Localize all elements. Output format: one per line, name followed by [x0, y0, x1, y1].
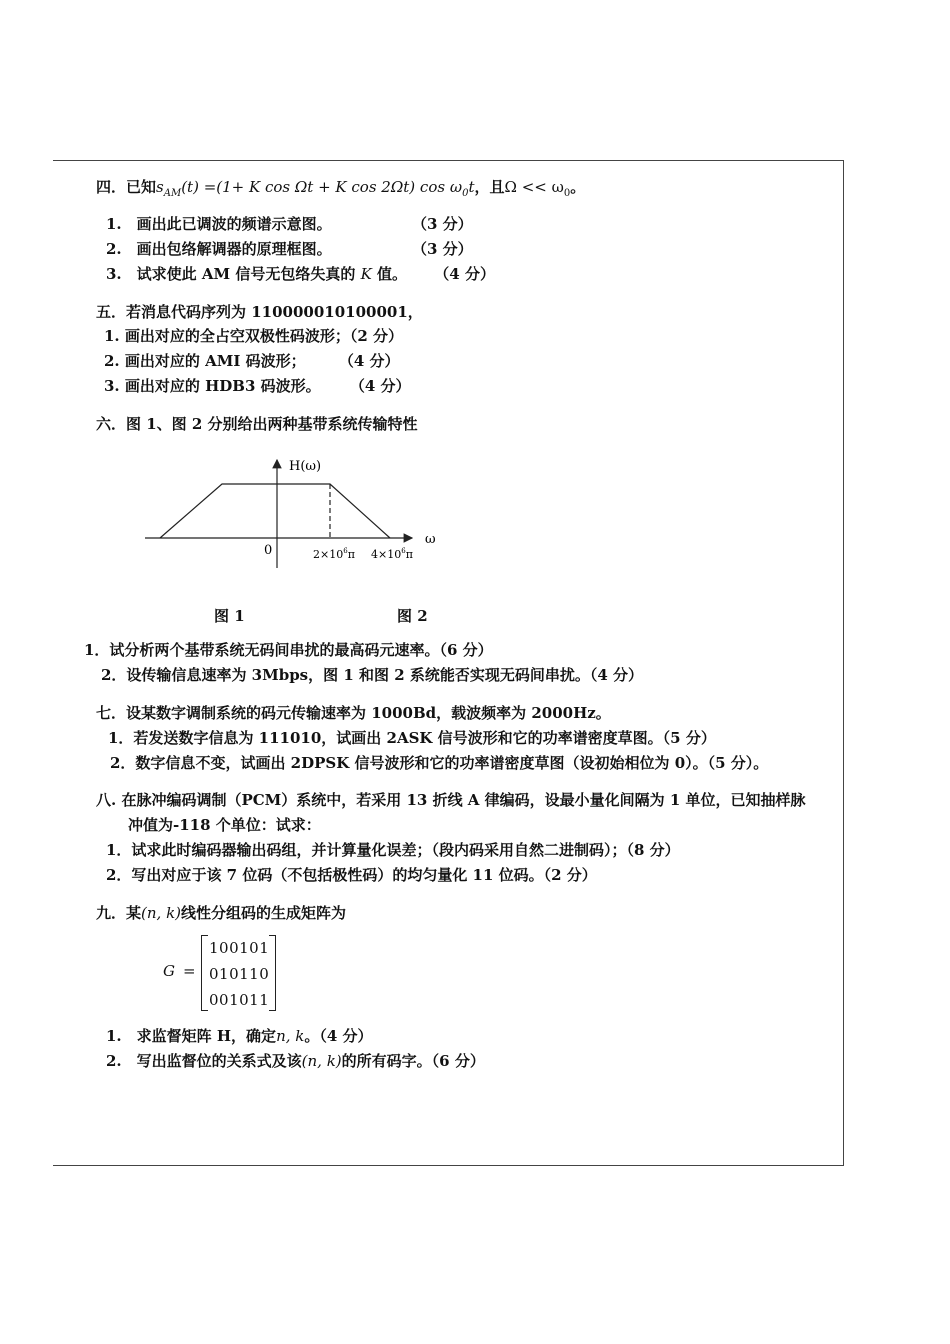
matrix-left-bracket	[201, 935, 208, 1011]
q9-item-1-var: n, k	[276, 1027, 305, 1045]
q8-title: 八. 在脉冲编码调制（PCM）系统中，若采用 13 折线 A 律编码，设最小量化间隔为 1 单位，已知抽样脉	[96, 791, 806, 809]
q5-item-2	[104, 351, 400, 371]
tick-label-2-suffix: π	[405, 548, 413, 561]
q9-item-2-var: (n, k)	[301, 1052, 342, 1070]
q4-formula-lhs: s	[156, 178, 164, 196]
matrix-rows	[209, 935, 269, 1013]
q4-item-3-text-b: 值。	[377, 265, 408, 283]
q9-item-1	[106, 1026, 373, 1046]
matrix-label: G	[163, 962, 175, 980]
q4-item-3-text-a: 3. 试求使此 AM 信号无包络失真的	[106, 265, 356, 283]
matrix-row-1: 100101	[209, 939, 270, 957]
q9-title-var: (n, k)	[141, 904, 182, 922]
q4-prefix: 四．已知	[96, 178, 157, 196]
q4-cond-sub: 0	[563, 188, 571, 199]
frame-top-border	[53, 160, 844, 161]
tick-label-1	[313, 547, 355, 561]
tick-label-2-base: 4×10	[371, 548, 402, 561]
matrix-equals: =	[183, 962, 196, 980]
tick-label-1-base: 2×10	[313, 548, 344, 561]
q8-item-2: 2．写出对应于该 7 位码（不包括极性码）的均匀量化 11 位码。（2 分）	[106, 866, 597, 884]
q9-title	[96, 903, 346, 923]
q5-title: 五．若消息代码序列为 110000010100001，	[96, 303, 423, 321]
q9-item-2-text-b: 的所有码字。（6 分）	[341, 1052, 485, 1070]
tick-label-1-suffix: π	[347, 548, 355, 561]
frame-right-border	[843, 160, 844, 1166]
q5-item-3-text: 3. 画出对应的 HDB3 码波形。	[104, 377, 321, 395]
q5-item-2-score: （4 分）	[338, 352, 400, 370]
q4-cond-suffix: 。	[570, 178, 586, 196]
q4-item-1-score: （3 分）	[412, 215, 473, 233]
q5-item-1: 1. 画出对应的全占空双极性码波形；（2 分）	[104, 327, 404, 345]
q9-item-2	[106, 1051, 485, 1071]
q9-item-1-text-b: 。（4 分）	[304, 1027, 373, 1045]
matrix-row-3: 001011	[209, 991, 270, 1009]
q4-formula	[156, 178, 475, 199]
q4-item-2-score: （3 分）	[412, 240, 473, 258]
matrix-row-2: 010110	[209, 965, 270, 983]
q7-title: 七．设某数字调制系统的码元传输速率为 1000Bd，载波频率为 2000Hz。	[96, 704, 611, 722]
q5-item-2-text: 2. 画出对应的 AMI 码波形；	[104, 352, 306, 370]
q4-item-1	[106, 214, 473, 234]
q4-cond-prefix: ，且	[474, 178, 505, 196]
matrix-right-bracket	[269, 935, 276, 1011]
q4-item-2	[106, 239, 473, 259]
q4-item-3	[106, 264, 495, 284]
figure-1-caption: 图 1	[214, 607, 245, 625]
origin-label: 0	[264, 543, 273, 558]
transfer-function-figure	[140, 452, 450, 577]
q4-item-1-text: 1. 画出此已调波的频谱示意图。	[106, 215, 332, 233]
q7-item-1: 1．若发送数字信息为 111010，试画出 2ASK 信号波形和它的功率谱密度草图。（5 分）	[108, 729, 716, 747]
x-axis-label: ω	[425, 532, 436, 547]
q5-item-3-score: （4 分）	[349, 377, 411, 395]
q6-title: 六．图 1、图 2 分别给出两种基带系统传输特性	[96, 415, 418, 433]
q9-item-2-text-a: 2. 写出监督位的关系式及该	[106, 1052, 302, 1070]
q4-item-3-var: K	[360, 265, 372, 283]
q9-title-a: 九．某	[96, 904, 142, 922]
q8-item-1: 1．试求此时编码器输出码组，并计算量化误差；（段内码采用自然二进制码）；（8 分）	[106, 841, 680, 859]
q5-item-3	[104, 376, 411, 396]
q4-formula-sub0: 0	[462, 188, 469, 199]
q4-cond: Ω << ω	[504, 178, 564, 196]
q9-item-1-text-a: 1. 求监督矩阵 H，确定	[106, 1027, 277, 1045]
tick-label-2	[371, 547, 413, 561]
figure-2-caption: 图 2	[397, 607, 428, 625]
q4-formula-sub: AM	[163, 188, 182, 199]
transfer-curve	[160, 484, 390, 538]
q4-item-2-text: 2. 画出包络解调器的原理框图。	[106, 240, 332, 258]
q6-item-2: 2．设传输信息速率为 3Mbps，图 1 和图 2 系统能否实现无码间串扰。（4 分）	[101, 666, 644, 684]
q7-item-2: 2．数字信息不变，试画出 2DPSK 信号波形和它的功率谱密度草图（设初始相位为 0）。（5 分）。	[110, 754, 769, 772]
q4-title	[96, 177, 585, 204]
q4-formula-t: t	[468, 178, 475, 196]
tick-label-1-exp: 6	[343, 547, 348, 555]
frame-bottom-border	[53, 1165, 844, 1166]
y-axis-label: H(ω)	[289, 459, 322, 474]
tick-label-2-exp: 6	[401, 547, 406, 555]
q9-title-b: 线性分组码的生成矩阵为	[181, 904, 347, 922]
q4-formula-body: (t) =(1+ K cos Ωt + K cos 2Ωt) cos ω	[181, 178, 463, 196]
q4-item-3-score: （4 分）	[434, 265, 495, 283]
q6-item-1: 1．试分析两个基带系统无码间串扰的最高码元速率。（6 分）	[84, 641, 493, 659]
q8-title-cont: 冲值为-118 个单位：试求：	[128, 816, 321, 834]
